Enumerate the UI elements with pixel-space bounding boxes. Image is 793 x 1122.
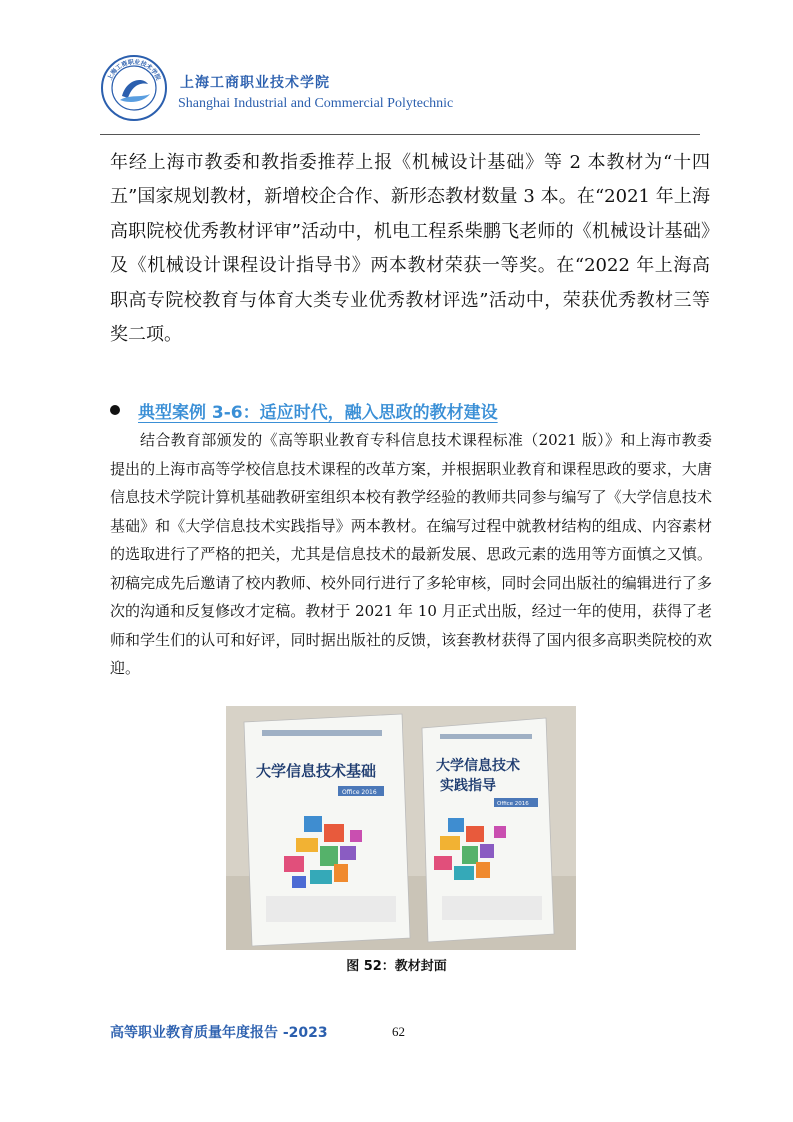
svg-text:大学信息技术基础: 大学信息技术基础 xyxy=(256,762,377,780)
case-heading xyxy=(110,396,498,424)
body-paragraph-2: 结合教育部颁发的《高等职业教育专科信息技术课程标准（2021 版）》和上海市教委提出的上海市高等学校信息技术课程的改革方案，并根据职业教育和课程思政的要求，大唐信息技术学院计算机基础教研室组织本校有教学经验的教师共同参与编写了《大学信息技术基础》和《大学信息技术实践指导》两本教材。在编写过程中就教材结构的组成、内容素材的选取进行了严格的把关，尤其是信息技术的最新发展、思政元素的选用等方面慎之又慎。初稿完成先后邀请了校内教师、校外同行进行了多轮审核，同时会同出版社的编辑进行了多次的沟通和反复修改才定稿。教材于 2021 年 10 月正式出版，经过一年的使用，获得了老师和学生们的认可和好评，同时据出版社的反馈，该套教材获得了国内很多高职类院校的欢迎。 xyxy=(110,431,712,677)
svg-text:Office 2016: Office 2016 xyxy=(342,789,377,796)
textbook-cover-photo xyxy=(226,706,576,950)
book-cover-2 xyxy=(422,718,554,942)
header-divider xyxy=(100,134,700,135)
book-cover-1 xyxy=(244,714,410,946)
svg-text:上海工商职业技术学院: 上海工商职业技术学院 xyxy=(106,58,162,82)
page-header xyxy=(100,50,700,130)
figure-caption: 图 52：教材封面 xyxy=(346,959,447,974)
svg-text:大学信息技术: 大学信息技术 xyxy=(436,758,520,774)
school-name-cn: 上海工商职业技术学院 xyxy=(180,75,330,91)
svg-text:实践指导: 实践指导 xyxy=(440,778,496,794)
bullet-icon xyxy=(110,405,120,415)
page-number: 62 xyxy=(392,1024,405,1039)
body-paragraph-1: 年经上海市教委和教指委推荐上报《机械设计基础》等 2 本教材为“十四五”国家规划教材，新增校企合作、新形态教材数量 3 本。在“2021 年上海高职院校优秀教材评审”活动中，机电工程系柴鹏飞老师的《机械设计基础》及《机械设计课程设计指导书》两本教材荣获一等奖。在“2022 年上海高职高专院校教育与体育大类专业优秀教材评选”活动中，荣获优秀教材三等奖二项。 xyxy=(110,152,710,346)
svg-text:Office 2016: Office 2016 xyxy=(497,801,529,807)
school-logo xyxy=(100,54,168,122)
school-name-en: Shanghai Industrial and Commercial Polytechnic xyxy=(178,96,454,111)
case-title: 典型案例 3-6：适应时代，融入思政的教材建设 xyxy=(138,402,498,423)
footer-report-title: 高等职业教育质量年度报告 -2023 xyxy=(110,1025,328,1041)
